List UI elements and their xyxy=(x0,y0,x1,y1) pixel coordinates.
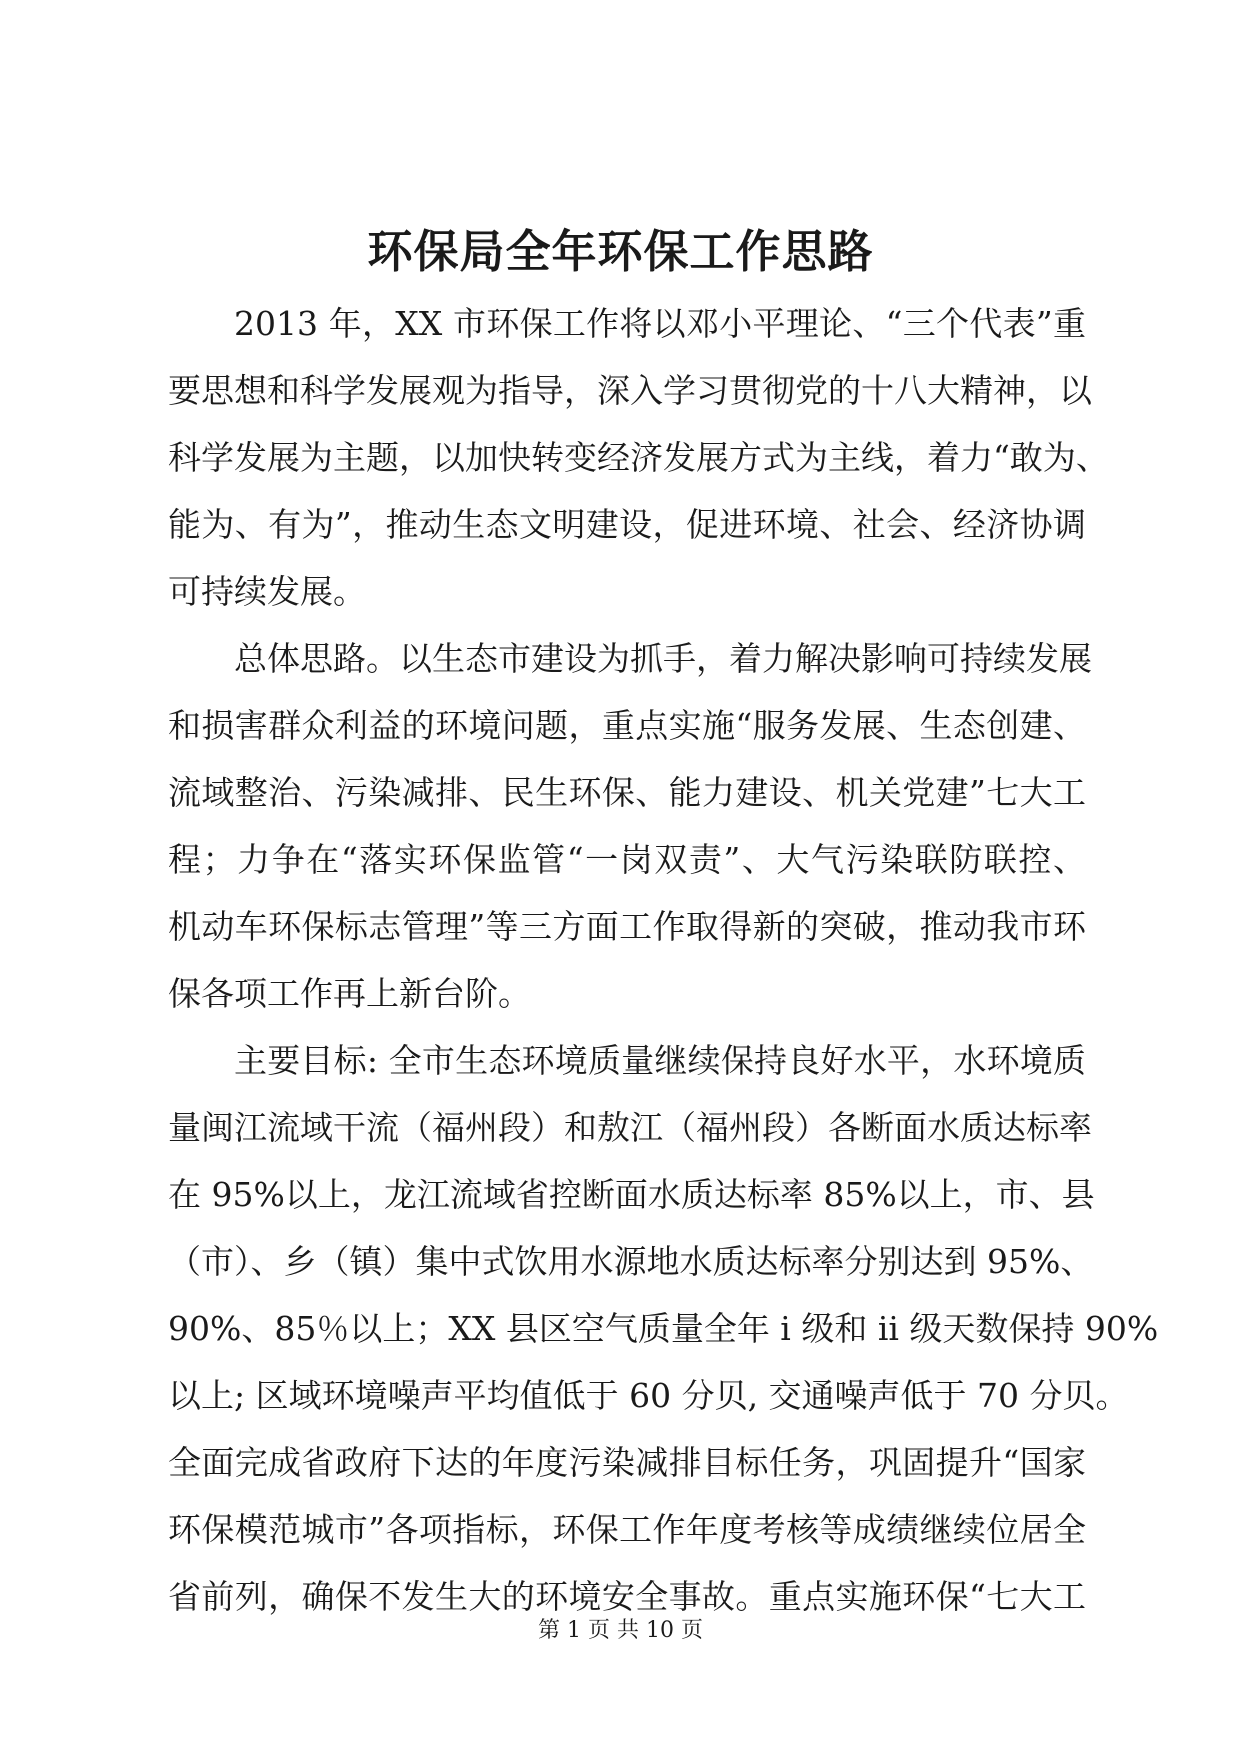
text-line: 保各项工作再上新台阶。 xyxy=(168,974,531,1013)
document-body xyxy=(168,290,1159,1630)
text-line: 程；力争在“落实环保监管“一岗双责”、大气污染联防联控、 xyxy=(168,840,1086,879)
text-line: 能为、有为”，推动生态文明建设，促进环境、社会、经济协调 xyxy=(168,505,1086,544)
text-line: （市）、乡（镇）集中式饮用水源地水质达标率分别达到 95%、 xyxy=(168,1242,1094,1281)
text-line: 90%、85％以上；XX 县区空气质量全年 i 级和 ii 级天数保持 90% xyxy=(168,1309,1159,1348)
text-line: 总体思路。以生态市建设为抓手，着力解决影响可持续发展 xyxy=(234,639,1092,678)
page-footer: 第 1 页 共 10 页 xyxy=(538,1618,703,1643)
text-line: 2013 年，XX 市环保工作将以邓小平理论、“三个代表”重 xyxy=(234,304,1086,343)
text-line: 和损害群众利益的环境问题，重点实施“服务发展、生态创建、 xyxy=(168,706,1086,745)
text-line: 可持续发展。 xyxy=(168,572,366,611)
document-title: 环保局全年环保工作思路 xyxy=(367,225,874,278)
text-line: 流域整治、污染减排、民生环保、能力建设、机关党建”七大工 xyxy=(168,773,1086,812)
text-line: 科学发展为主题，以加快转变经济发展方式为主线，着力“敢为、 xyxy=(168,438,1109,477)
text-line: 以上; 区域环境噪声平均值低于 60 分贝, 交通噪声低于 70 分贝。 xyxy=(168,1376,1129,1415)
text-line: 省前列，确保不发生大的环境安全事故。重点实施环保“七大工 xyxy=(168,1577,1086,1616)
text-line: 量闽江流域干流（福州段）和敖江（福州段）各断面水质达标率 xyxy=(168,1108,1092,1147)
text-line: 要思想和科学发展观为指导，深入学习贯彻党的十八大精神，以 xyxy=(168,371,1092,410)
text-line: 机动车环保标志管理”等三方面工作取得新的突破，推动我市环 xyxy=(168,907,1086,946)
text-line: 环保模范城市”各项指标，环保工作年度考核等成绩继续位居全 xyxy=(168,1510,1086,1549)
text-line: 主要目标: 全市生态环境质量继续保持良好水平，水环境质 xyxy=(234,1041,1086,1080)
text-line: 在 95%以上，龙江流域省控断面水质达标率 85%以上，市、县 xyxy=(168,1175,1095,1214)
text-line: 全面完成省政府下达的年度污染减排目标任务，巩固提升“国家 xyxy=(168,1443,1086,1482)
